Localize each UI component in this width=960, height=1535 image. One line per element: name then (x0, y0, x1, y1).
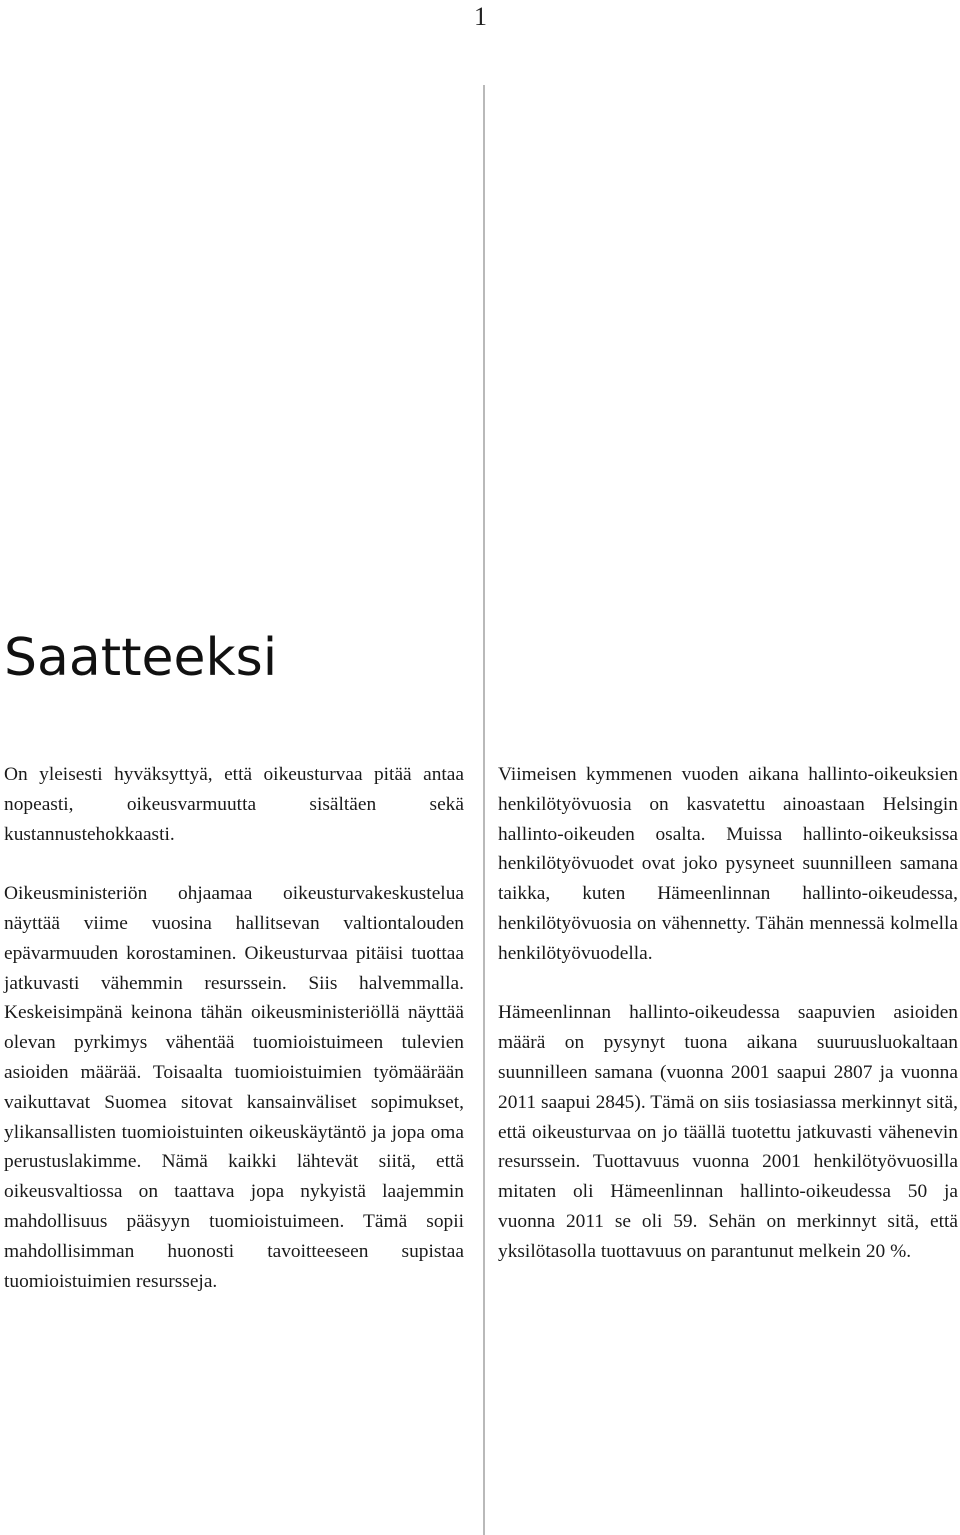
column-divider (483, 85, 485, 1535)
right-paragraph-2: Hämeenlinnan hallinto-oikeudessa saapuvien asioiden määrä on pysynyt tuona aikana suuruusluokaltaan suunnilleen samana (vuonna 2001 saapui 2807 ja vuonna 2011 saapui 2845). Tämä on siis tosiasiassa merkinnyt sitä, että oikeusturvaa on jo täällä tuotettu jatkuvasti vähenevin resurssein. Tuottavuus vuonna 2001 henkilötyövuosilla mitaten oli Hämeenlinnan hallinto-oikeudessa 50 ja vuonna 2011 se oli 59. Sehän on merkinnyt sitä, että yksilötasolla tuottavuus on parantunut melkein 20 %. (498, 1002, 958, 1262)
left-paragraph-2: Oikeusministeriön ohjaamaa oikeusturvakeskustelua näyttää viime vuosina hallitsevan valtiontalouden epävarmuuden korostaminen. Oikeusturvaa pitäisi tuottaa jatkuvasti vähemmin resurssein. Siis halvemmalla. Keskeisimpänä keinona tähän oikeusministeriöllä näyttää olevan pyrkimys vähentää tuomioistuimeen tulevien asioiden määrää. Toisaalta tuomioistuimien työmäärään vaikuttavat Suomea sitovat kansainväliset sopimukset, ylikansallisten tuomioistuinten oikeuskäytäntö ja jopa oma perustuslakimme. Nämä kaikki lähtevät siitä, että oikeusvaltiossa on taattava jopa nykyistä laajemmin mahdollisuus pääsyyn tuomioistuimeen. Tämä sopii mahdollisimman huonosti tavoitteeseen supistaa tuomioistuimien resursseja. (4, 883, 464, 1292)
page-title: Saatteeksi (4, 628, 278, 688)
left-column (4, 760, 464, 1296)
page-number: 1 (474, 2, 487, 31)
left-paragraph-1: On yleisesti hyväksyttyä, että oikeusturvaa pitää antaa nopeasti, oikeusvarmuutta sisältäen sekä kustannustehokkaasti. (4, 764, 464, 845)
right-paragraph-1: Viimeisen kymmenen vuoden aikana hallinto-oikeuksien henkilötyövuosia on kasvatettu ainoastaan Helsingin hallinto-oikeuden osalta. Muissa hallinto-oikeuksissa henkilötyövuodet ovat joko pysyneet suunnilleen samana taikka, kuten Hämeenlinnan hallinto-oikeudessa, henkilötyövuosia on vähennetty. Tähän mennessä kolmella henkilötyövuodella. (498, 764, 958, 964)
right-column (498, 760, 958, 1267)
